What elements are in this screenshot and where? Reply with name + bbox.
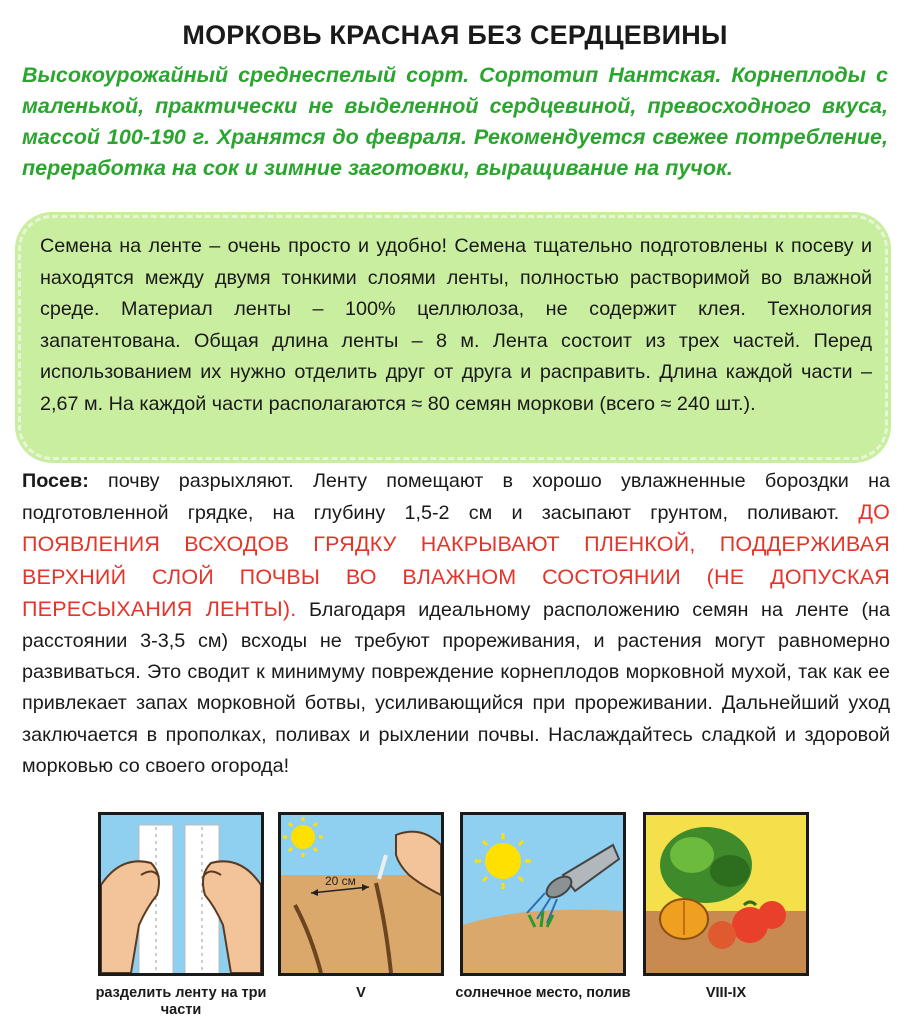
sowing-in-furrow-icon — [278, 812, 444, 976]
pictogram-strip — [0, 812, 910, 982]
hands-splitting-tape-icon — [98, 812, 264, 976]
caption-harvest-months: VIII-IX — [705, 985, 747, 1001]
sowing-instructions — [22, 466, 890, 782]
sowing-label: Посев: — [22, 470, 89, 492]
sowing-text-2: Благодаря идеальному расположению семян на ленте (на расстоянии 3-3,5 см) всходы не требуют прореживания, и растения могут равномерно развиваться. Это сводит к минимуму повреждение корнеплодов морковной мухой, так как ее привлекает запах морковной ботвы, усиливающийся при прореживании. Дальнейший уход заключается в прополках, поливах и рыхлении почвы. Наслаждайтесь сладкой и здоровой морковью со своего огорода! — [22, 598, 890, 777]
distance-label: 20 см — [325, 874, 356, 888]
seed-tape-info-text: Семена на ленте – очень просто и удобно! Семена тщательно подготовлены к посеву и находятся между двумя тонкими слоями ленты, полностью растворимой во влажной среде. Материал ленты – 100% целлюлоза, не содержит клея. Технология запатентована. Общая длина ленты – 8 м. Лента состоит из трех частей. Перед использованием их нужно отделить друг от друга и расправить. Длина каждой части – 2,67 м. На каждой части располагаются ≈ 80 семян моркови (всего ≈ 240 шт.). — [40, 235, 872, 415]
product-title: МОРКОВЬ КРАСНАЯ БЕЗ СЕРДЦЕВИНЫ — [182, 20, 728, 50]
caption-sun-watering: солнечное место, полив — [455, 985, 631, 1001]
sun-watering-icon — [460, 812, 626, 976]
sowing-text-1: почву разрыхляют. Ленту помещают в хорошо увлажненные бороздки на подготовленной грядке, на глубину 1,5-2 см и засыпают грунтом, поливают. — [22, 470, 890, 525]
harvest-vegetables-icon — [643, 812, 809, 976]
caption-sowing-month: V — [356, 985, 366, 1001]
variety-description: Высокоурожайный среднеспелый сорт. Сортотип Нантская. Корнеплоды с маленькой, практически не выделенной сердцевиной, превосходного вкуса, массой 100-190 г. Хранятся до февраля. Рекомендуется свежее потребление, переработка на сок и зимние заготовки, выращивание на пучок. — [22, 63, 888, 180]
sowing-warning: ДО ПОЯВЛЕНИЯ ВСХОДОВ ГРЯДКУ НАКРЫВАЮТ ПЛЕНКОЙ, ПОДДЕРЖИВАЯ ВЕРХНИЙ СЛОЙ ПОЧВЫ ВО ВЛАЖНОМ СОСТОЯНИИ (НЕ ДОПУСКАЯ ПЕРЕСЫХАНИЯ ЛЕНТЫ). — [22, 500, 890, 621]
caption-split-tape: разделить ленту на три части — [95, 985, 267, 1018]
